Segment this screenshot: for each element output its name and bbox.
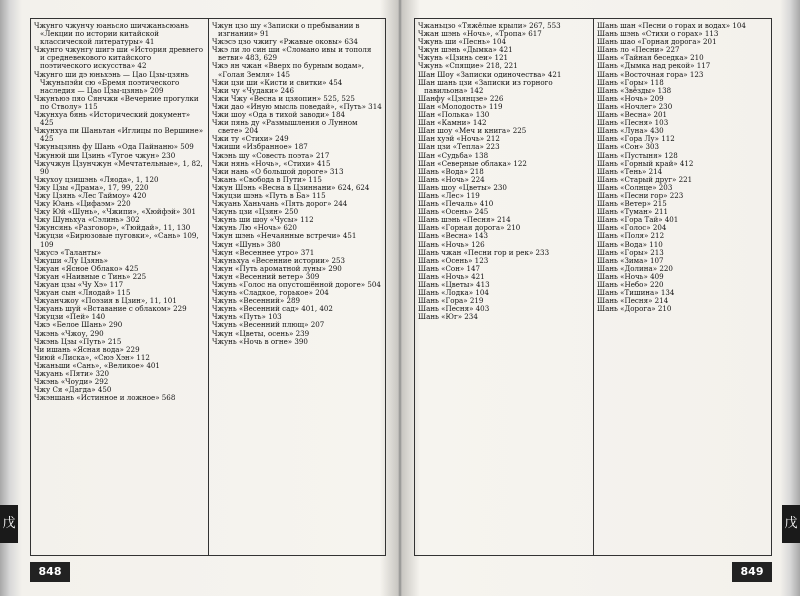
index-entry: Чжунь ши шоу «Чусы» 112 — [212, 215, 314, 225]
index-entry: Чи ишань «Ясная вода» 229 — [34, 344, 140, 354]
index-entry: Чжэнь шу «Совесть поэта» 217 — [212, 150, 330, 160]
index-entry: Шань «Ночь» 421 — [418, 271, 485, 281]
index-entry: Чжэнь Цзы «Путь» 215 — [34, 336, 122, 346]
index-entry: Чжунхуа пи Шаньтан «Иглицы по Вершине» 425 — [34, 126, 204, 144]
index-entry: Чжэсэ цзо чжигу «Ржавые оковы» 634 — [212, 37, 358, 47]
index-entry: Шань «Гора» 219 — [418, 296, 484, 306]
index-entry: Шан цзи «Тепла» 223 — [418, 142, 500, 152]
index-entry: Шань «Осень» 123 — [418, 255, 489, 265]
left-column-1 — [34, 22, 204, 552]
index-entry: Чжань «Свобода в Пути» 115 — [212, 174, 322, 184]
index-entry: Чжан шэнь «Ночь», «Тропа» 617 — [418, 29, 542, 39]
index-entry: Чжунхуа бянь «Исторический документ» 425 — [34, 110, 191, 128]
index-entry: Шань «Восточная гора» 123 — [597, 69, 704, 79]
index-entry: Шань «Горная дорога» 210 — [418, 223, 521, 233]
index-entry: Чжунго ши дэ юньхэнь — Цао Цзы-цзянь Чжуньпэйи сю «Бремя поэтического наследия — Цао Цзы-цзянь» 209 — [34, 69, 189, 95]
index-entry: Шань «Зима» 107 — [597, 255, 664, 265]
index-entry: Чжэ «Белое Шань» 290 — [34, 320, 123, 330]
index-entry: Шанфу «Цзянцзе» 226 — [418, 93, 504, 103]
index-entry: Чжу Цзянь «Лес Таймоу» 420 — [34, 190, 147, 200]
index-entry: Шань «Печаль» 410 — [418, 199, 494, 209]
index-entry: Чжунго чжунгу шигэ ши «История древнего и средневекового китайского поэтического искусства» 42 — [34, 45, 203, 71]
index-entry: Шань «Ночь» 409 — [597, 271, 664, 281]
index-entry: Шань «Тень» 214 — [597, 166, 663, 176]
index-entry: Чжунь «Ночь в огне» 390 — [212, 336, 308, 346]
index-entry: Шань шоу «Цветы» 230 — [418, 182, 507, 192]
index-entry: Чжунъюэ пяо Сянчжи «Вечерние прогулки по Стволу» 115 — [34, 93, 199, 111]
index-entry: Шан шоу «Меч и книга» 225 — [418, 126, 527, 136]
index-entry: Чжунь «Путь» 103 — [212, 312, 282, 322]
index-entry: Чжуан «Ясное Облако» 425 — [34, 263, 139, 273]
index-entry: Шань шэнь «Стихи о горах» 113 — [597, 29, 719, 39]
index-entry: Чжэншань «Истинное и ложное» 568 — [34, 393, 176, 403]
index-entry: Чжуан цзы «Чу Хэ» 117 — [34, 280, 124, 289]
index-entry: Чжуан «Наивные с Тинь» 225 — [34, 271, 147, 281]
index-entry: Шань «Сон» 147 — [418, 263, 481, 273]
index-entry: Чжунь «Весенний сад» 401, 402 — [212, 304, 333, 314]
index-entry: Шань ло «Песни» 227 — [597, 45, 680, 55]
index-entry: Шан хуэй «Ночь» 212 — [418, 134, 500, 144]
index-entry: Шань «Старый друг» 221 — [597, 174, 693, 184]
index-entry: Шань «Солнце» 203 — [597, 182, 673, 192]
left-page-columns — [34, 22, 382, 552]
right-thumb-tab: 戊 — [782, 505, 800, 543]
index-entry: Чжунсянь «Разговор», «Тюйдай», 11, 130 — [34, 223, 191, 233]
right-page-columns — [418, 22, 768, 552]
index-entry: Шань «Лодка» 104 — [418, 288, 489, 298]
index-entry: Шань «Песни гор» 223 — [597, 190, 684, 200]
index-entry: Чжунь ши «Песнь» 104 — [418, 37, 507, 47]
index-entry: Шань «Весна» 143 — [418, 231, 488, 241]
index-entry: Шань «Тишина» 134 — [597, 288, 675, 298]
index-entry: Шань чжан «Песни гор и рек» 233 — [418, 247, 550, 257]
index-entry: Чжусэ «Таланты» — [34, 247, 102, 257]
index-entry: Чжунго чжунчу юаньсяо шичжаньсюань «Лекции по истории китайской классической литературы» 41 — [34, 22, 189, 47]
index-entry: Чжиши «Избранное» 187 — [212, 142, 308, 152]
index-entry: Чжунь Лю «Ночь» 620 — [212, 223, 297, 233]
index-entry: Шань «Ночь» 209 — [597, 93, 664, 103]
index-entry: Шань «Осень» 245 — [418, 207, 489, 217]
index-entry: Чжун шэнь «Нечаянные встречи» 451 — [212, 231, 357, 241]
index-entry: Чжун «Цветы, осень» 239 — [212, 328, 310, 338]
index-entry: Чжун шэнь «Дымка» 421 — [418, 45, 513, 55]
index-entry: Шань «Весна» 201 — [597, 110, 667, 120]
index-entry: Чжуньхуа «Весенние истории» 253 — [212, 255, 346, 265]
index-entry: Шань «Лес» 119 — [418, 190, 480, 200]
index-entry: Шань «Песня» 103 — [597, 118, 669, 128]
index-entry: Чжу Юань «Цифаэм» 220 — [34, 199, 131, 209]
index-entry: Шан «Северные облака» 122 — [418, 158, 527, 168]
index-entry: Чиюй «Лиска», «Сюэ Хэн» 112 — [34, 352, 150, 362]
index-entry: Шань «Юг» 234 — [418, 312, 478, 322]
index-entry: Чжи нянь «Ночь», «Стихи» 415 — [212, 158, 331, 168]
index-entry: Чжу Юй «Шунь», «Чжипи», «Хюйфэй» 301 — [34, 207, 196, 217]
index-entry: Чжуши «Лу Цзянь» — [34, 255, 108, 265]
right-column-1 — [418, 22, 589, 552]
index-entry: Чжунь «Весенний плющ» 207 — [212, 320, 325, 330]
index-entry: Чжунь «Сладкое, горькое» 204 — [212, 288, 329, 298]
index-entry: Шань «Песня» 214 — [597, 296, 669, 306]
left-column-2 — [212, 22, 382, 552]
index-entry: Чжэнь «Чжоу, 290 — [34, 328, 104, 338]
index-entry: Шан «Судьба» 138 — [418, 150, 489, 160]
index-entry: Шань «Долина» 220 — [597, 263, 673, 273]
index-entry: Шан «Молодость» 119 — [418, 101, 503, 111]
index-entry: Шан «Камни» 142 — [418, 118, 487, 128]
index-entry: Шань «Вода» 110 — [597, 239, 663, 249]
index-entry: Шан Шоу «Записки одиночества» 421 — [418, 69, 562, 79]
left-page — [30, 18, 386, 582]
index-entry: Чжу Шуньхуа «Сэлинь» 302 — [34, 215, 140, 225]
index-entry: Шань «Горный край» 412 — [597, 158, 694, 168]
index-entry: Чжуан сын «Ляодай» 115 — [34, 288, 131, 298]
right-page — [414, 18, 772, 582]
left-thumb-tab: 戊 — [0, 505, 18, 543]
index-entry: Шань «Сон» 303 — [597, 142, 660, 152]
index-entry: Чжун «Шунь» 380 — [212, 239, 281, 249]
index-entry: Чжунь «Спящие» 218, 221 — [418, 61, 518, 71]
index-entry: Шань «Горы» 118 — [597, 77, 664, 87]
index-entry: Чжунь «Голос на опустошённой дороге» 504 — [212, 280, 381, 289]
index-entry: Чжун «Путь ароматной луны» 290 — [212, 263, 342, 273]
index-entry: Шань «Туман» 211 — [597, 207, 669, 217]
index-entry: Чжи цзи ши «Кисти и свитки» 454 — [212, 77, 343, 87]
index-entry: Чжу Цзы «Драма», 17, 99, 220 — [34, 182, 149, 192]
index-entry: Чжунь цзи «Цзян» 250 — [212, 207, 299, 217]
index-entry: Чжу Ся «Дагда» 450 — [34, 385, 112, 395]
index-entry: Шань «Вода» 218 — [418, 166, 484, 176]
index-entry: Чжуцзи «Пей» 140 — [34, 312, 106, 322]
index-entry: Чжуань Ханьчань «Пять дорог» 244 — [212, 199, 348, 209]
index-entry: Шан шань цзи «Записки из горного павильона» 142 — [418, 77, 553, 95]
left-page-number: 848 — [30, 562, 70, 582]
index-entry: Чжун «Весеннее утро» 371 — [212, 247, 315, 257]
index-entry: Шань «Луна» 430 — [597, 126, 664, 136]
index-entry: Шань «Ночь» 224 — [418, 174, 485, 184]
index-entry: Чжухоу цзишэнь «Ляода», 1, 120 — [34, 174, 159, 184]
index-entry: Шань «Голос» 204 — [597, 223, 667, 233]
index-entry: Чжэ ян чжан «Вверх по бурным водам», «Голая Земля» 145 — [212, 61, 365, 79]
index-entry: Шан «Полька» 130 — [418, 110, 490, 120]
index-entry: Чжунь «Весенний» 289 — [212, 296, 300, 306]
index-entry: Шань «Дорога» 210 — [597, 304, 672, 314]
index-entry: Чжи шоу «Ода в тихой заводи» 184 — [212, 110, 346, 120]
index-entry: Чжуань шуй «Вставание с облаком» 229 — [34, 304, 187, 314]
index-entry: Чжунюй ши Цзинь «Тугое чжун» 230 — [34, 150, 176, 160]
right-page-number: 849 — [732, 562, 772, 582]
index-entry: Чжи Чжу «Весна и цзяопин» 525, 525 — [212, 93, 355, 103]
index-entry: Шань «Горы» 213 — [597, 247, 664, 257]
index-entry: Чжэ ли ло син ши «Сломано ивы и тополя ветви» 483, 629 — [212, 45, 372, 63]
index-entry: Чжи пянь ду «Размышления о Лунном свете» 204 — [212, 118, 358, 136]
index-entry: Шань «Гора Лу» 112 — [597, 134, 675, 144]
index-entry: Шань «Ночь» 126 — [418, 239, 485, 249]
index-entry: Шань «Звёзды» 138 — [597, 85, 672, 95]
index-entry: Чжи дао «Иную мысль поведай», «Путь» 314 — [212, 101, 382, 111]
index-entry: Чжэнь «Чоуди» 292 — [34, 377, 109, 387]
index-entry: Шань «Ночлег» 230 — [597, 101, 673, 111]
index-entry: Шань «Небо» 220 — [597, 280, 664, 289]
index-entry: Шань «Ветер» 215 — [597, 199, 667, 209]
index-entry: Чжаньцзо «Тяжёлые крыли» 267, 553 — [418, 22, 561, 30]
index-entry: Шань «Пустыня» 128 — [597, 150, 678, 160]
index-entry: Чжи ту «Стихи» 249 — [212, 134, 289, 144]
index-entry: Чжуцзи «Бирюзовые пуговки», «Сань» 109, 109 — [34, 231, 199, 249]
index-entry: Чжуань «Пяти» 320 — [34, 369, 110, 379]
index-entry: Чжунь «Цзинь сеи» 121 — [418, 53, 509, 63]
index-entry: Шань «Тайная беседка» 210 — [597, 53, 704, 63]
index-entry: Шань «Цветы» 413 — [418, 280, 490, 289]
index-entry: Чжуанчжоу «Поэзия в Цзин», 11, 101 — [34, 296, 177, 306]
index-entry: Шань «Гора Тай» 401 — [597, 215, 679, 225]
index-entry: Чжун «Весенний ветер» 309 — [212, 271, 320, 281]
index-entry: Чжун Шэнь «Весна в Цзиннани» 624, 624 — [212, 182, 370, 192]
index-entry: Чжаньши «Сань», «Великое» 401 — [34, 360, 160, 370]
index-entry: Чжи чу «Чудаки» 246 — [212, 85, 295, 95]
right-column-2 — [597, 22, 768, 552]
index-entry: Чжи нань «О большой дороге» 313 — [212, 166, 344, 176]
index-entry: Чжуцзи шэнь «Путь в Ба» 115 — [212, 190, 326, 200]
index-entry: Шань «Песня» 403 — [418, 304, 490, 314]
index-entry: Чжучжун Цзунчжун «Мечтательные», 1, 82, 90 — [34, 158, 203, 176]
index-entry: Шань шао «Горная дорога» 201 — [597, 37, 717, 47]
index-entry: Чжун цзо шу «Записки о пребывании в изгнании» 91 — [212, 22, 360, 39]
index-entry: Шань «Поля» 212 — [597, 231, 665, 241]
index-entry: Шань шэнь «Песня» 214 — [418, 215, 511, 225]
index-entry: Шань «Дымка над рекой» 117 — [597, 61, 711, 71]
index-entry: Шань шан «Песни о горах и водах» 104 — [597, 22, 746, 30]
index-entry: Чжуньцзянь фу Шань «Ода Пайнаню» 509 — [34, 142, 194, 152]
